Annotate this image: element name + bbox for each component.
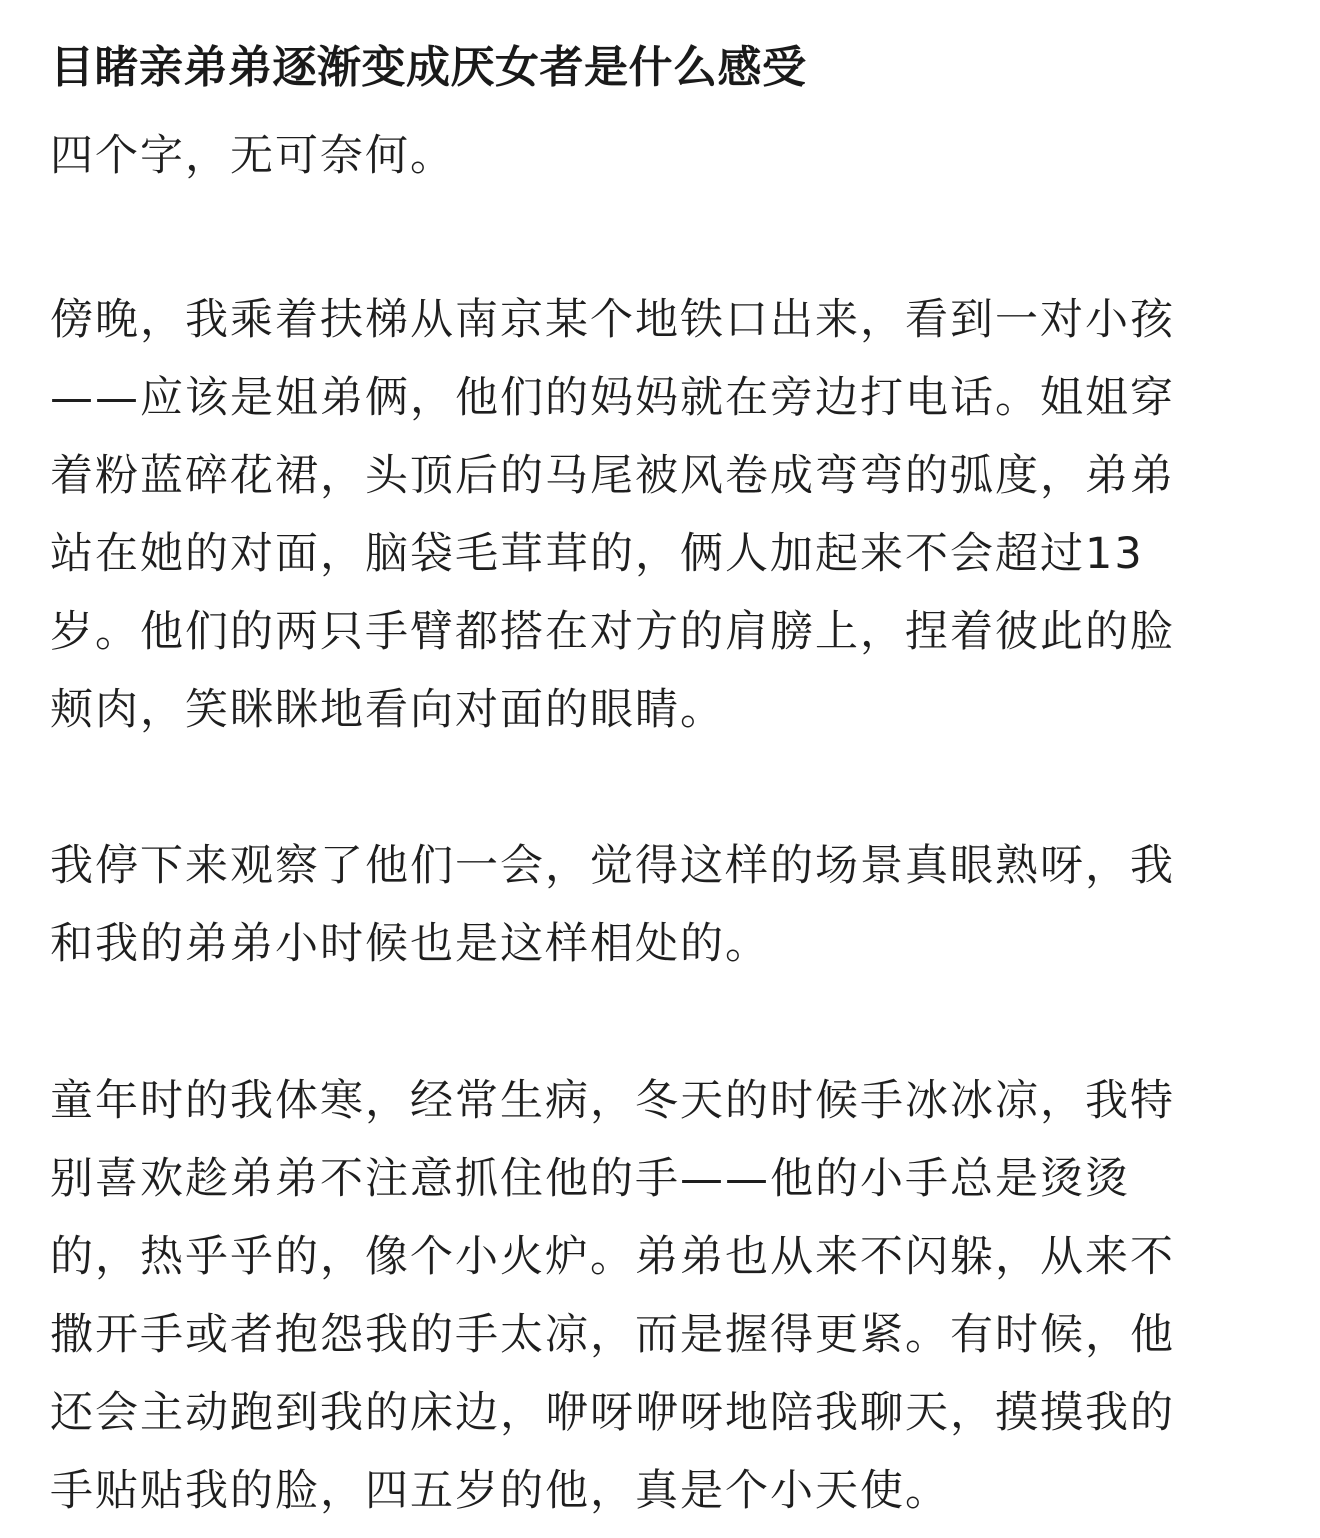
paragraph-line: 童年时的我体寒，经常生病，冬天的时候手冰冰凉，我特 (50, 1076, 1175, 1126)
paragraph-line: 的，热乎乎的，像个小火炉。弟弟也从来不闪躲，从来不 (50, 1232, 1175, 1282)
paragraph-line: 和我的弟弟小时候也是这样相处的。 (50, 919, 770, 969)
article-title: 目睹亲弟弟逐渐变成厌女者是什么感受 (50, 42, 807, 93)
paragraph-line: 站在她的对面，脑袋毛茸茸的，俩人加起来不会超过13 (50, 529, 1144, 579)
paragraph-line: 岁。他们的两只手臂都搭在对方的肩膀上，捏着彼此的脸 (50, 607, 1175, 657)
paragraph-line: ——应该是姐弟俩，他们的妈妈就在旁边打电话。姐姐穿 (50, 373, 1175, 423)
paragraph-line: 撒开手或者抱怨我的手太凉，而是握得更紧。有时候，他 (50, 1310, 1175, 1360)
paragraph-line: 着粉蓝碎花裙，头顶后的马尾被风卷成弯弯的弧度，弟弟 (50, 451, 1175, 501)
paragraph-line: 还会主动跑到我的床边，咿呀咿呀地陪我聊天，摸摸我的 (50, 1388, 1175, 1438)
paragraph-line: 傍晚，我乘着扶梯从南京某个地铁口出来，看到一对小孩 (50, 295, 1175, 345)
paragraph-line: 我停下来观察了他们一会，觉得这样的场景真眼熟呀，我 (50, 841, 1175, 891)
paragraph-line: 手贴贴我的脸，四五岁的他，真是个小天使。 (50, 1466, 950, 1516)
paragraph-line: 颊肉，笑眯眯地看向对面的眼睛。 (50, 685, 725, 735)
paragraph-line: 别喜欢趁弟弟不注意抓住他的手——他的小手总是烫烫 (50, 1154, 1130, 1204)
paragraph-line: 四个字，无可奈何。 (50, 131, 455, 181)
